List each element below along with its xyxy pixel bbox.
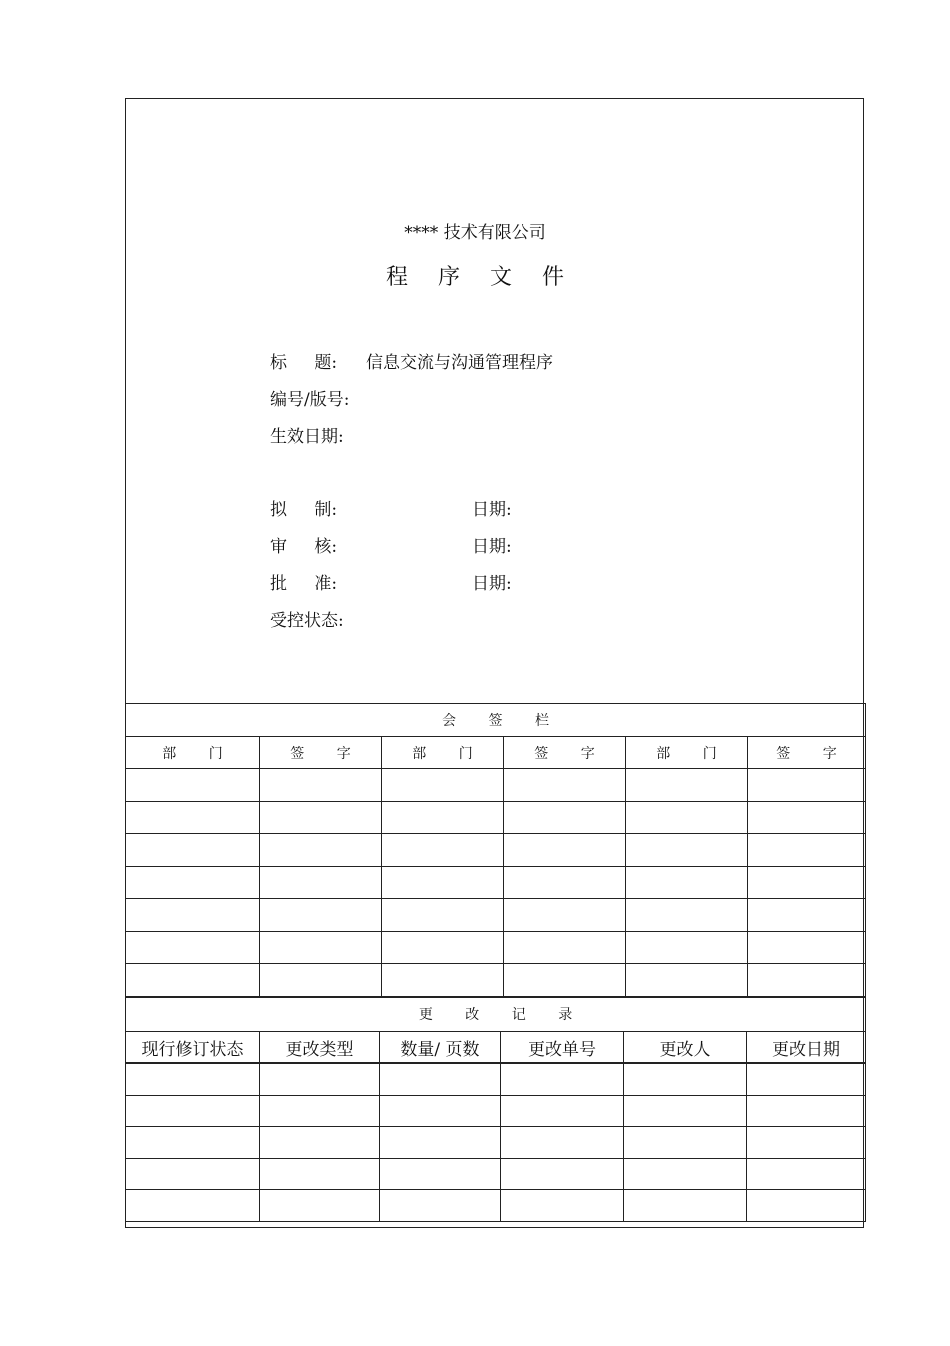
table-cell <box>380 1095 501 1127</box>
table-cell <box>126 834 260 867</box>
table-cell <box>382 964 504 997</box>
table-cell <box>626 769 748 802</box>
number-field: 编号/版号: <box>270 390 350 410</box>
table-cell <box>626 964 748 997</box>
table-row <box>126 866 866 899</box>
table-cell <box>504 801 626 834</box>
effective-date-field: 生效日期: <box>270 427 344 447</box>
title-value: 信息交流与沟通管理程序 <box>366 353 553 373</box>
table-cell <box>624 1063 747 1095</box>
table-cell <box>504 834 626 867</box>
header-signature: 签 字 <box>748 737 866 769</box>
table-cell <box>126 964 260 997</box>
table-cell <box>748 769 866 802</box>
table-cell <box>626 899 748 932</box>
table-row <box>126 964 866 997</box>
table-cell <box>380 1190 501 1222</box>
table-cell <box>260 931 382 964</box>
header-department: 部 门 <box>382 737 504 769</box>
table-cell <box>126 1127 260 1159</box>
header-signature: 签 字 <box>260 737 382 769</box>
table-row <box>126 801 866 834</box>
table-row <box>126 1127 866 1159</box>
table-cell <box>126 801 260 834</box>
table-cell <box>626 834 748 867</box>
table-cell <box>126 931 260 964</box>
table-cell <box>748 931 866 964</box>
header-revision-status: 现行修订状态 <box>126 1032 260 1064</box>
table-cell <box>748 834 866 867</box>
draft-date-label: 日期: <box>472 500 512 520</box>
title-field <box>270 348 553 373</box>
table-cell <box>260 899 382 932</box>
table-cell <box>260 1190 380 1222</box>
table-cell <box>382 834 504 867</box>
table-cell <box>501 1127 624 1159</box>
title-char: 文 <box>490 265 513 290</box>
table-cell <box>126 1190 260 1222</box>
table-cell <box>382 931 504 964</box>
table-cell <box>126 769 260 802</box>
table-cell <box>260 1095 380 1127</box>
table-cell <box>747 1127 866 1159</box>
countersign-table <box>125 703 866 998</box>
table-cell <box>504 866 626 899</box>
table-cell <box>624 1127 747 1159</box>
table-cell <box>260 866 382 899</box>
table-row <box>126 1063 866 1095</box>
table-cell <box>748 866 866 899</box>
table-cell <box>747 1063 866 1095</box>
table-cell <box>504 899 626 932</box>
table-cell <box>626 866 748 899</box>
table-cell <box>624 1190 747 1222</box>
title-char: 件 <box>542 265 565 290</box>
control-status-label: 受控状态: <box>270 611 344 631</box>
table-cell <box>382 866 504 899</box>
table-cell <box>382 899 504 932</box>
table-cell <box>748 801 866 834</box>
company-name: **** 技术有限公司 <box>404 223 546 243</box>
table-cell <box>501 1095 624 1127</box>
table-cell <box>382 801 504 834</box>
table-cell <box>626 931 748 964</box>
header-change-number: 更改单号 <box>501 1032 624 1064</box>
table-row <box>126 769 866 802</box>
table-cell <box>747 1158 866 1190</box>
table-cell <box>260 1158 380 1190</box>
countersign-title: 会 签 栏 <box>126 704 866 737</box>
table-cell <box>504 964 626 997</box>
table-cell <box>380 1063 501 1095</box>
title-char: 序 <box>437 265 460 290</box>
table-row <box>126 1095 866 1127</box>
header-department: 部 门 <box>126 737 260 769</box>
table-cell <box>624 1095 747 1127</box>
table-cell <box>504 769 626 802</box>
table-cell <box>748 899 866 932</box>
title-char: 程 <box>385 265 408 290</box>
approve-date-label: 日期: <box>472 574 512 594</box>
header-signature: 签 字 <box>504 737 626 769</box>
table-cell <box>260 769 382 802</box>
header-quantity-pages: 数量/ 页数 <box>380 1032 501 1064</box>
header-change-date: 更改日期 <box>747 1032 866 1064</box>
table-cell <box>260 1127 380 1159</box>
table-row <box>126 1190 866 1222</box>
change-record-table <box>125 996 866 1222</box>
table-cell <box>748 964 866 997</box>
approve-label: 批 准: <box>270 574 338 594</box>
table-row <box>126 899 866 932</box>
table-cell <box>126 1063 260 1095</box>
table-cell <box>501 1158 624 1190</box>
table-cell <box>747 1190 866 1222</box>
table-cell <box>501 1190 624 1222</box>
header-department: 部 门 <box>626 737 748 769</box>
table-cell <box>126 899 260 932</box>
change-record-title: 更 改 记 录 <box>126 997 866 1032</box>
table-cell <box>260 834 382 867</box>
table-cell <box>382 769 504 802</box>
title-label: 标 题: <box>270 353 338 373</box>
table-cell <box>380 1158 501 1190</box>
review-date-label: 日期: <box>472 537 512 557</box>
header-changed-by: 更改人 <box>624 1032 747 1064</box>
table-row <box>126 931 866 964</box>
table-cell <box>501 1063 624 1095</box>
table-cell <box>747 1095 866 1127</box>
table-row <box>126 1158 866 1190</box>
table-cell <box>260 1063 380 1095</box>
table-cell <box>260 801 382 834</box>
table-cell <box>504 931 626 964</box>
table-cell <box>126 1158 260 1190</box>
table-cell <box>126 866 260 899</box>
document-type-title <box>0 260 950 291</box>
table-cell <box>380 1127 501 1159</box>
table-cell <box>624 1158 747 1190</box>
header-change-type: 更改类型 <box>260 1032 380 1064</box>
review-label: 审 核: <box>270 537 338 557</box>
table-row <box>126 834 866 867</box>
table-cell <box>626 801 748 834</box>
table-cell <box>260 964 382 997</box>
table-cell <box>126 1095 260 1127</box>
draft-label: 拟 制: <box>270 500 338 520</box>
